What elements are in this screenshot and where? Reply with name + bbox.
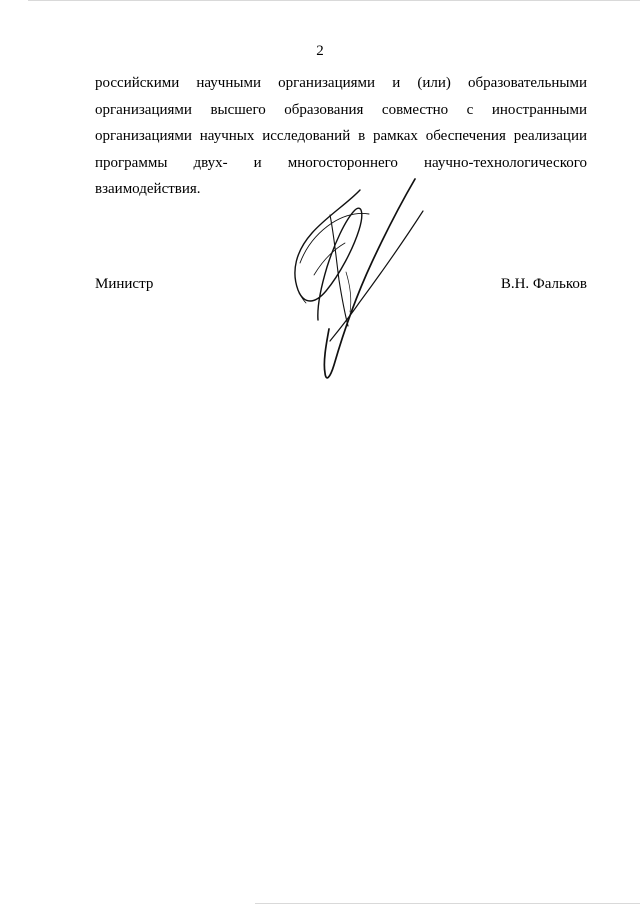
- body-text-line: организациями высшего образования совместно с иностранными: [95, 101, 587, 118]
- body-text-line: взаимодействия.: [95, 181, 201, 197]
- signature-title: Министр: [95, 276, 154, 292]
- body-text-line: организациями научных исследований в рамках обеспечения реализации: [95, 128, 587, 144]
- body-text-line: российскими научными организациями и (или) образовательными: [95, 75, 587, 91]
- scan-edge-top: [28, 0, 640, 1]
- signature-block: [95, 275, 587, 295]
- signature-name: В.Н. Фальков: [500, 276, 587, 292]
- body-text-line: программы двух- и многостороннего научно-технологического: [95, 154, 587, 171]
- page-number: 2: [316, 43, 324, 59]
- scan-edge-bottom: [255, 903, 640, 904]
